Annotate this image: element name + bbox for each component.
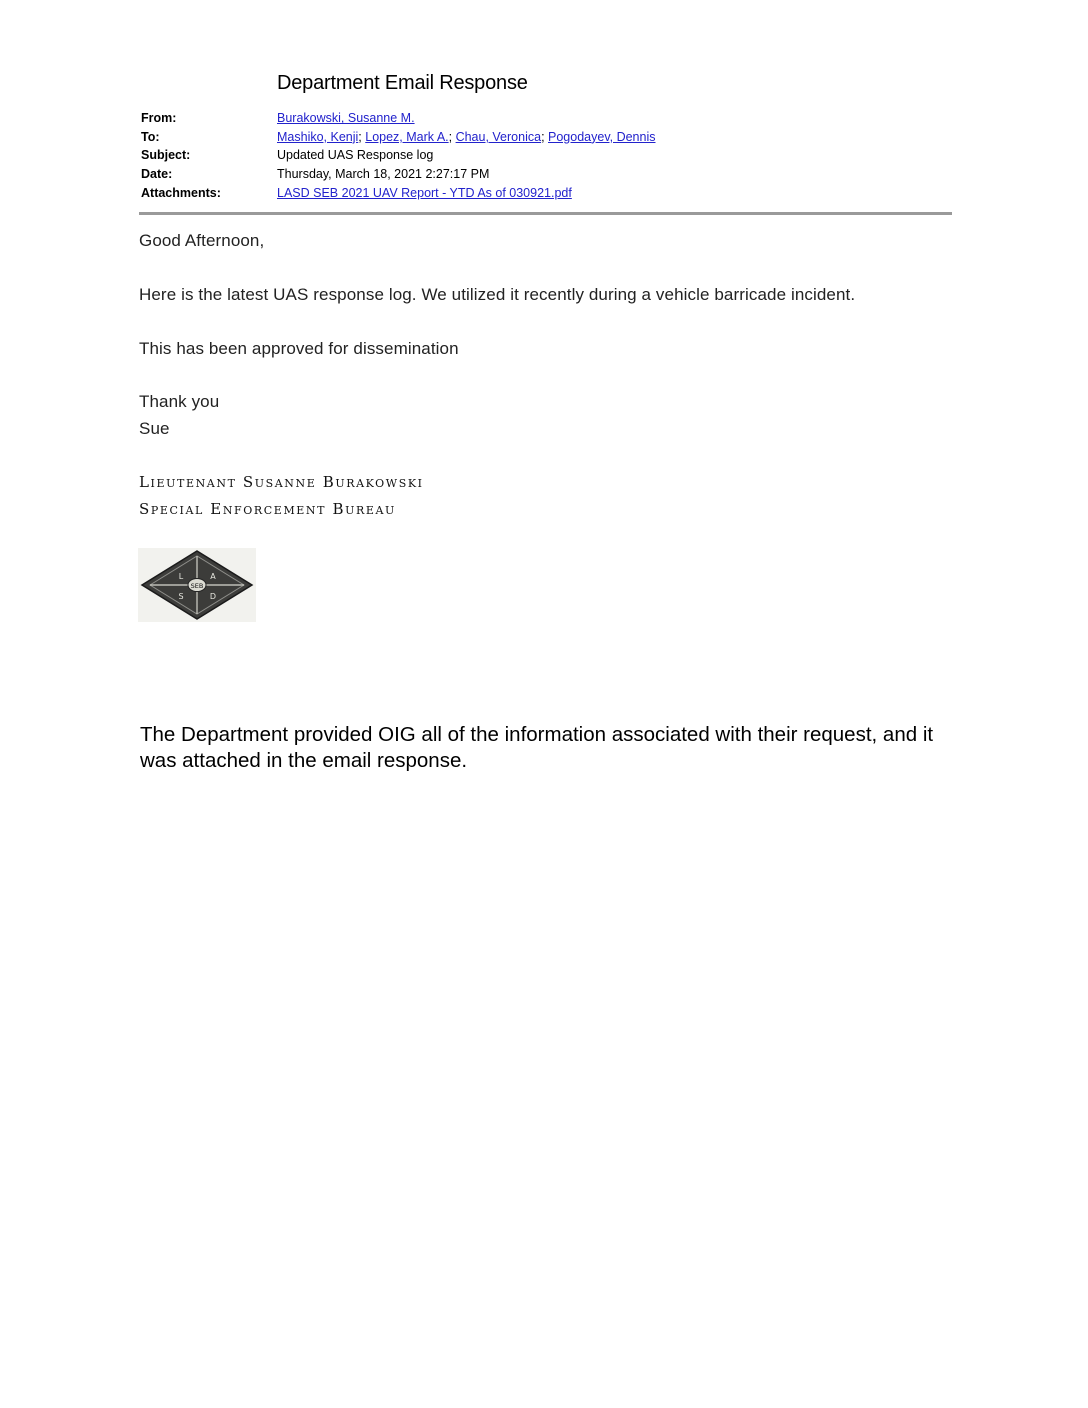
oig-note: The Department provided OIG all of the information associated with their request, and it was attached in the email response.: [140, 723, 934, 772]
date-value: Thursday, March 18, 2021 2:27:17 PM: [277, 167, 490, 182]
seb-badge-logo: [138, 548, 256, 622]
to-label: To:: [141, 129, 160, 144]
subject-label: Subject:: [141, 148, 191, 163]
logo-letter-l: L: [178, 572, 184, 581]
greeting-text: Good Afternoon,: [139, 231, 265, 250]
to-recipient-link[interactable]: Pogodayev, Dennis: [548, 129, 656, 144]
recipient-separator: ;: [541, 129, 549, 144]
from-link[interactable]: Burakowski, Susanne M.: [277, 111, 415, 126]
body-line-2: This has been approved for dissemination: [139, 339, 459, 358]
sender-name: Sue: [139, 419, 170, 438]
signature-title: Lieutenant Susanne Burakowski: [139, 473, 424, 491]
to-row: [141, 128, 656, 147]
logo-center-text: SEB: [190, 582, 204, 590]
attachment-link[interactable]: LASD SEB 2021 UAV Report - YTD As of 030921.pdf: [277, 185, 572, 200]
date-label: Date:: [141, 167, 173, 182]
closing-text: Thank you: [139, 392, 220, 411]
to-recipient-link[interactable]: Mashiko, Kenji: [277, 129, 359, 144]
recipient-separator: ;: [358, 129, 366, 144]
email-header: [141, 109, 656, 202]
recipient-separator: ;: [448, 129, 456, 144]
subject-value: Updated UAS Response log: [277, 148, 434, 163]
from-row: [141, 109, 656, 128]
from-label: From:: [141, 111, 177, 126]
attachments-label: Attachments:: [141, 185, 221, 200]
from-value: [277, 111, 415, 125]
attachments-row: [141, 183, 656, 202]
logo-letter-a: A: [210, 572, 216, 581]
to-recipient-link[interactable]: Lopez, Mark A.: [365, 129, 449, 144]
subject-row: [141, 146, 656, 165]
to-recipient-link[interactable]: Chau, Veronica: [455, 129, 542, 144]
logo-letter-d: D: [209, 592, 217, 601]
signature-unit: Special Enforcement Bureau: [139, 500, 396, 518]
body-line-1: Here is the latest UAS response log. We utilized it recently during a vehicle barricade incident.: [139, 285, 856, 304]
attachments-value: [277, 186, 572, 200]
date-row: [141, 165, 656, 184]
document-title: Department Email Response: [277, 72, 528, 94]
header-divider: [139, 212, 952, 215]
to-value: [277, 130, 656, 144]
logo-letter-s: S: [178, 592, 184, 601]
